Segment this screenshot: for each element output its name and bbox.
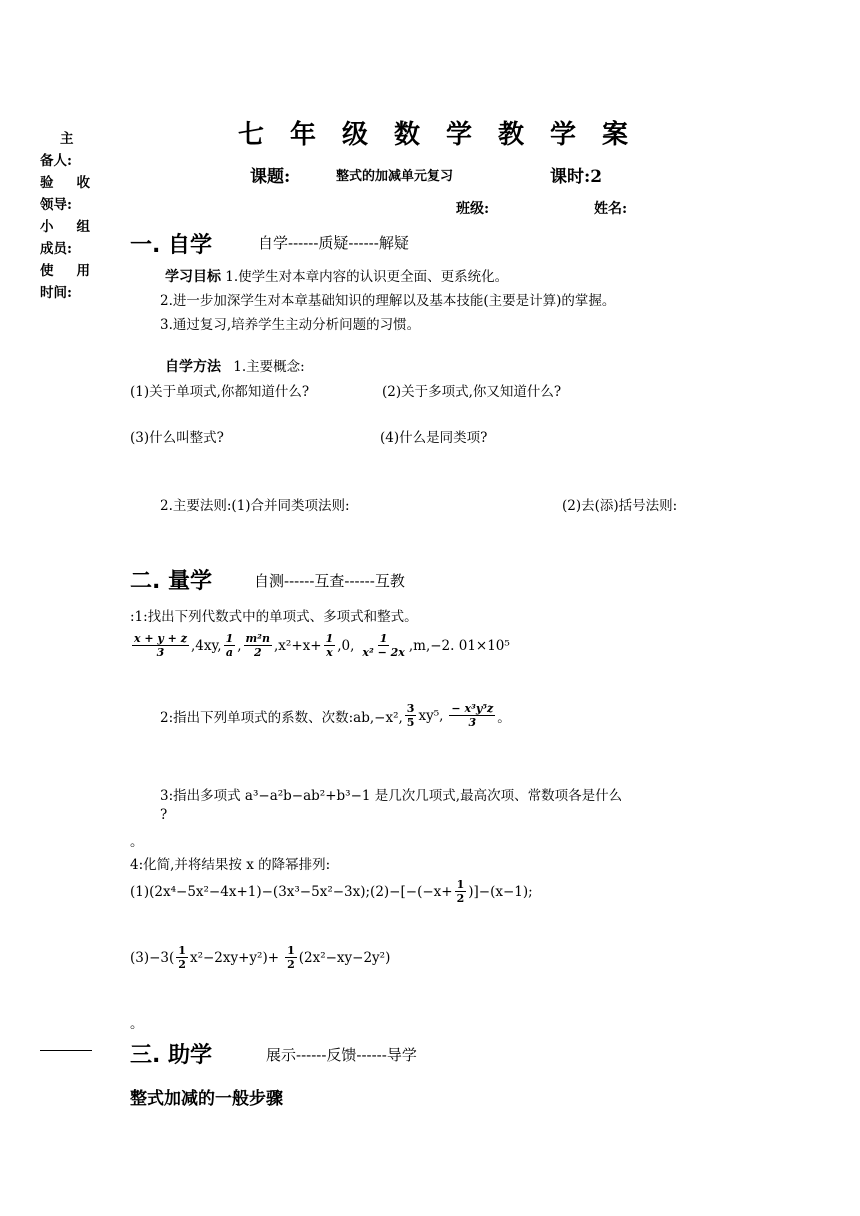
section1-heading: 一. 自学 bbox=[130, 233, 213, 258]
dot-1: 。 bbox=[130, 834, 144, 850]
section3-sub: 展示------反馈------导学 bbox=[266, 1046, 417, 1064]
fraction-5: $\frac{1}{\text{x² − 2x}}$ bbox=[362, 632, 405, 659]
question-3: (3)什么叫整式? bbox=[130, 430, 224, 446]
ex4-fraction-1: $\frac{1}{2}$ bbox=[456, 878, 465, 905]
ex2-fraction-1: $\frac{3}{5}$ bbox=[406, 702, 415, 729]
exercise-1: :1:找出下列代数式中的单项式、多项式和整式。 bbox=[130, 609, 418, 625]
rules-1: 2.主要法则:(1)合并同类项法则: bbox=[160, 498, 350, 514]
exercise-3: 3:指出多项式 a³−a²b−ab²+b³−1 是几次几项式,最高次项、常数项各是什么 bbox=[160, 788, 623, 804]
side-time: 时间: bbox=[40, 285, 72, 301]
section3-heading: 三. 助学 bbox=[130, 1043, 213, 1068]
page-title: 七年级数学教学案 bbox=[238, 120, 655, 150]
goal-label: 学习目标 bbox=[165, 269, 221, 285]
question-2: (2)关于多项式,你又知道什么? bbox=[382, 384, 562, 400]
question-1: (1)关于单项式,你都知道什么? bbox=[130, 384, 310, 400]
exercise-4: 4:化简,并将结果按 x 的降幂排列: bbox=[130, 857, 331, 873]
section3-subheading: 整式加减的一般步骤 bbox=[130, 1089, 283, 1109]
name-label: 姓名: bbox=[594, 201, 628, 217]
fraction-3: $\frac{\text{m²n}}{2}$ bbox=[245, 632, 270, 659]
section2-heading: 二. 量学 bbox=[130, 569, 213, 594]
side-main: 主 bbox=[60, 131, 74, 147]
class-label: 班级: bbox=[456, 201, 490, 217]
rules-2: (2)去(添)括号法则: bbox=[562, 498, 678, 514]
topic: 整式的加减单元复习 bbox=[336, 169, 454, 184]
divider-line bbox=[40, 1050, 92, 1051]
ex4-fraction-3: $\frac{1}{2}$ bbox=[287, 944, 295, 971]
topic-label: 课题: bbox=[250, 167, 291, 187]
side-preparer: 备人: bbox=[40, 153, 72, 169]
method: 自学方法 1.主要概念: bbox=[165, 359, 305, 375]
side-group: 小 组 bbox=[40, 219, 90, 235]
question-4: (4)什么是同类项? bbox=[380, 430, 488, 446]
side-members: 成员: bbox=[40, 241, 72, 257]
side-use: 使 用 bbox=[40, 263, 90, 279]
fraction-2: $\frac{1}{a}$ bbox=[225, 632, 234, 659]
exercise-4-part1: (1)(2x⁴−5x²−4x+1)−(3x³−5x²−3x);(2)−[−(−x+ $\frac{1}{2}$ )]−(x−1); bbox=[130, 878, 533, 905]
fraction-1: $\frac{x + y + z}{3}$ bbox=[134, 632, 187, 659]
side-check: 验 收 bbox=[40, 175, 90, 191]
side-leader: 领导: bbox=[40, 197, 72, 213]
method-label: 自学方法 bbox=[165, 359, 221, 375]
section1-sub: 自学------质疑------解疑 bbox=[258, 234, 409, 252]
exercise-1-items: $\frac{x + y + z}{3}$ ,4xy, $\frac{1}{a}$ , $\frac{\text{m²n}}{2}$ ,x²+x+ $\frac{1}{x}$ ,0, $\frac{1}{\text{x² − 2x}}$ ,m,−2. 01×10⁵ bbox=[134, 632, 510, 659]
period: 课时:2 bbox=[550, 167, 603, 187]
goal-3: 3.通过复习,培养学生主动分析问题的习惯。 bbox=[160, 317, 421, 333]
ex2-fraction-2: $\frac{\text{− x³y⁵z}}{3}$ bbox=[451, 702, 494, 729]
goal-2: 2.进一步加深学生对本章基础知识的理解以及基本技能(主要是计算)的掌握。 bbox=[160, 293, 616, 309]
exercise-3-q: ? bbox=[160, 807, 168, 823]
exercise-2: 2:指出下列单项式的系数、次数:ab,−x², $\frac{3}{5}$ xy⁵, $\frac{\text{− x³y⁵z}}{3}$ 。 bbox=[160, 702, 511, 729]
side-labels bbox=[40, 128, 90, 304]
goal-1: 学习目标 1.使学生对本章内容的认识更全面、更系统化。 bbox=[165, 269, 509, 285]
section2-sub: 自测------互查------互教 bbox=[254, 572, 405, 590]
fraction-4: $\frac{1}{x}$ bbox=[325, 632, 334, 659]
exercise-4-part3: (3)−3( $\frac{1}{2}$ x²−2xy+y²)+ $\frac{1}{2}$ (2x²−xy−2y²) bbox=[130, 944, 391, 971]
dot-2: 。 bbox=[130, 1016, 144, 1032]
ex4-fraction-2: $\frac{1}{2}$ bbox=[178, 944, 186, 971]
